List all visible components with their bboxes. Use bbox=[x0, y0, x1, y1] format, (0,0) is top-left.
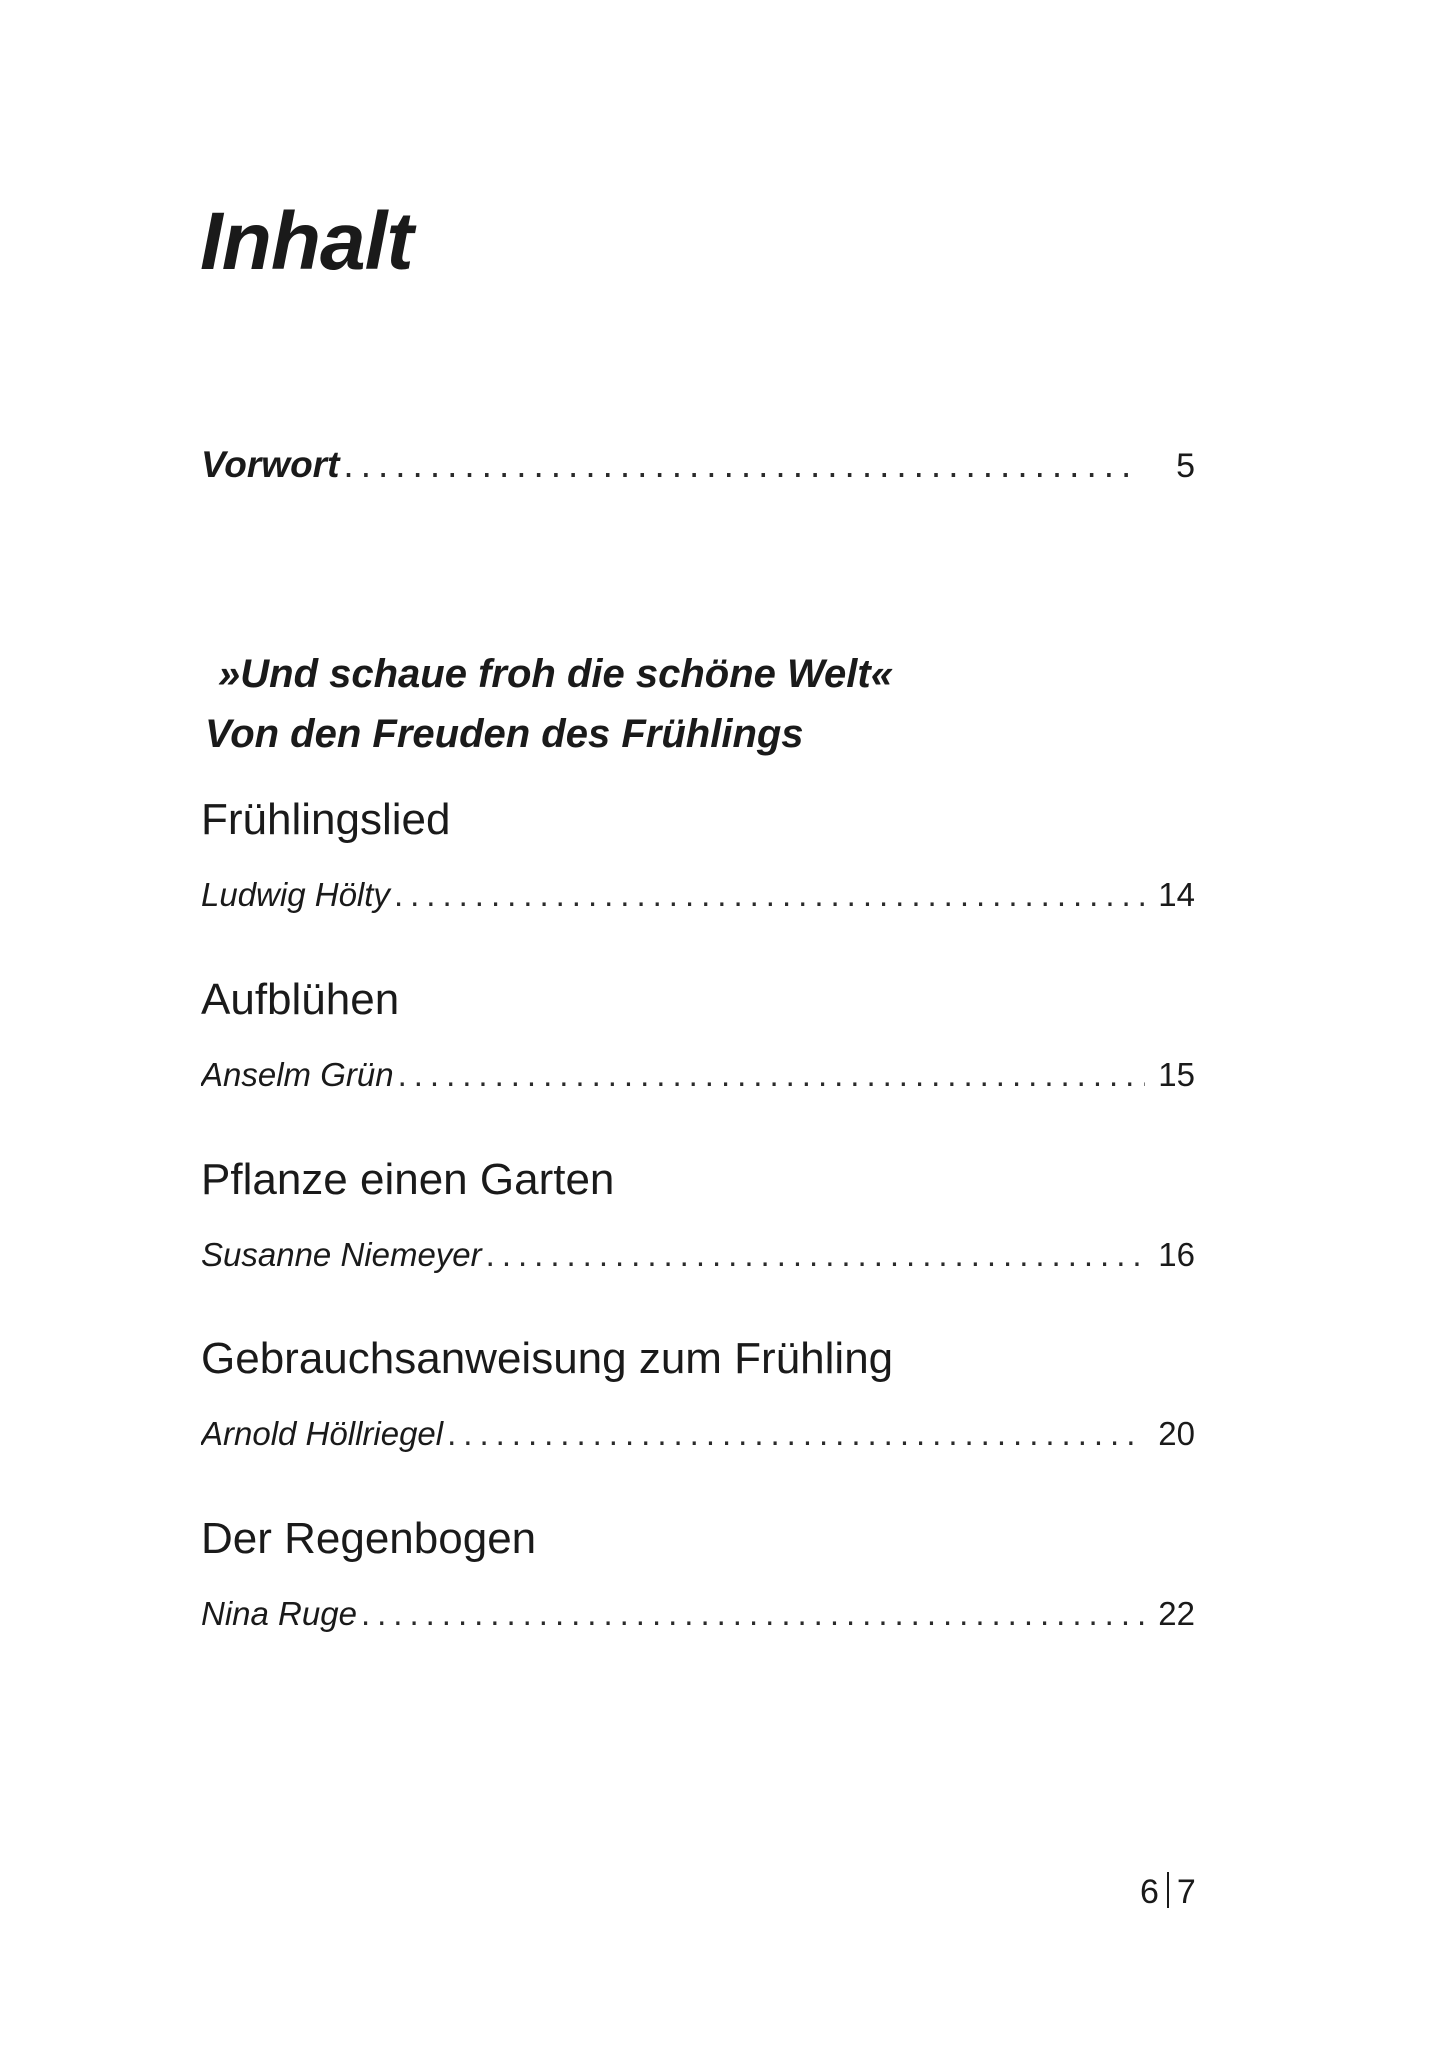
folio-right-page: 7 bbox=[1176, 1873, 1196, 1911]
entry-title: Pflanze einen Garten bbox=[201, 1155, 615, 1204]
dot-leader bbox=[361, 1591, 1145, 1637]
page-title: Inhalt bbox=[200, 196, 413, 287]
entry-author: Susanne Niemeyer bbox=[201, 1236, 482, 1273]
entry-page-number: 20 bbox=[1158, 1415, 1195, 1452]
folio bbox=[1140, 1870, 1196, 1914]
entry-author: Arnold Höllriegel bbox=[201, 1415, 444, 1452]
entry-page-number: 16 bbox=[1158, 1236, 1195, 1273]
toc-entry-preface[interactable] bbox=[201, 440, 1195, 491]
section-heading-line-1: »Und schaue froh die schöne Welt« bbox=[218, 652, 893, 696]
dot-leader bbox=[486, 1232, 1145, 1278]
entry-author: Anselm Grün bbox=[201, 1056, 394, 1093]
section-heading bbox=[205, 644, 893, 764]
entry-author: Ludwig Hölty bbox=[201, 876, 390, 913]
entry-title: Frühlingslied bbox=[201, 795, 451, 844]
entry-page-number: 15 bbox=[1158, 1056, 1195, 1093]
entry-author-line bbox=[201, 1052, 1195, 1098]
entry-page-number: 14 bbox=[1158, 876, 1195, 913]
folio-separator bbox=[1167, 1872, 1169, 1908]
entry-author: Nina Ruge bbox=[201, 1595, 357, 1632]
preface-label: Vorwort bbox=[201, 444, 340, 485]
entry-author-line bbox=[201, 872, 1195, 918]
entry-title: Aufblühen bbox=[201, 975, 400, 1024]
dot-leader bbox=[394, 872, 1145, 918]
toc-entry[interactable] bbox=[0, 972, 1438, 1152]
section-heading-line-2: Von den Freuden des Frühlings bbox=[205, 712, 804, 756]
toc-entry[interactable] bbox=[0, 792, 1438, 972]
toc-entry[interactable] bbox=[0, 1331, 1438, 1511]
entry-author-line bbox=[201, 1411, 1195, 1457]
entry-page-number: 22 bbox=[1158, 1595, 1195, 1632]
entry-title: Der Regenbogen bbox=[201, 1514, 537, 1563]
dot-leader bbox=[398, 1052, 1145, 1098]
toc-entry[interactable] bbox=[0, 1511, 1438, 1691]
dot-leader bbox=[343, 440, 1129, 490]
entry-author-line bbox=[201, 1591, 1195, 1637]
toc-entry[interactable] bbox=[0, 1152, 1438, 1332]
entry-author-line bbox=[201, 1232, 1195, 1278]
folio-left-page: 6 bbox=[1140, 1873, 1159, 1911]
entry-title: Gebrauchsanweisung zum Frühling bbox=[201, 1334, 894, 1383]
dot-leader bbox=[447, 1411, 1145, 1457]
preface-page-number: 5 bbox=[1176, 447, 1195, 485]
